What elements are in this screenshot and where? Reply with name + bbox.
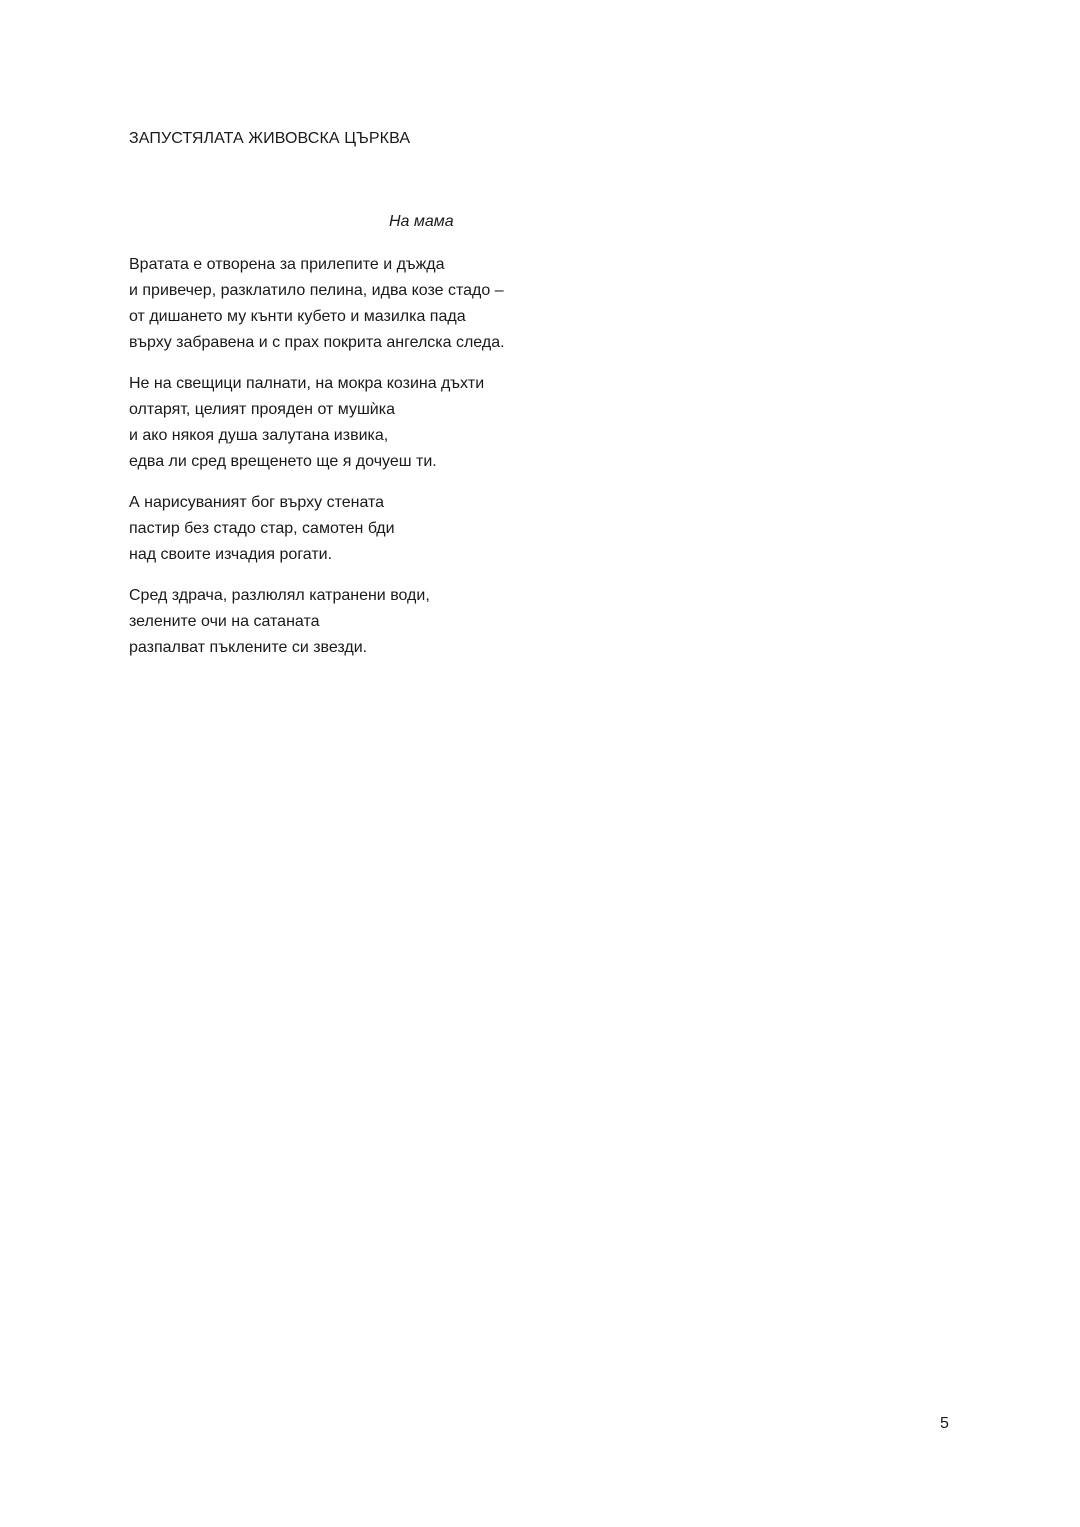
poem-line: разпалват пъклените си звезди. bbox=[129, 639, 368, 656]
stanza-1 bbox=[129, 252, 505, 356]
poem-line: от дишането му кънти кубето и мазилка пада bbox=[129, 308, 466, 325]
poem-line: А нарисуваният бог върху стената bbox=[129, 494, 385, 511]
poem-line: върху забравена и с прах покрита ангелска следа. bbox=[129, 334, 505, 351]
stanza-2 bbox=[129, 371, 484, 475]
poem-title: ЗАПУСТЯЛАТА ЖИВОВСКА ЦЪРКВА bbox=[129, 130, 411, 147]
poem-line: и ако някоя душа залутана извика, bbox=[129, 427, 389, 444]
stanza-4 bbox=[129, 583, 430, 661]
poem-line: Не на свещици палнати, на мокра козина дъхти bbox=[129, 375, 485, 392]
poem-line: Сред здрача, разлюлял катранени води, bbox=[129, 587, 430, 604]
page-number: 5 bbox=[940, 1415, 949, 1432]
poem-line: над своите изчадия рогати. bbox=[129, 546, 333, 563]
poem-line: зелените очи на сатаната bbox=[129, 613, 320, 630]
poem-dedication: На мама bbox=[389, 213, 454, 230]
poem-line: олтарят, целият прояден от мушѝка bbox=[129, 401, 395, 418]
poem-line: едва ли сред врещенето ще я дочуеш ти. bbox=[129, 453, 437, 470]
poem-line: Вратата е отворена за прилепите и дъжда bbox=[129, 256, 445, 273]
poem-line: и привечер, разклатило пелина, идва козе стадо – bbox=[129, 282, 504, 299]
stanza-3 bbox=[129, 490, 395, 568]
poem-line: пастир без стадо стар, самотен бди bbox=[129, 520, 395, 537]
